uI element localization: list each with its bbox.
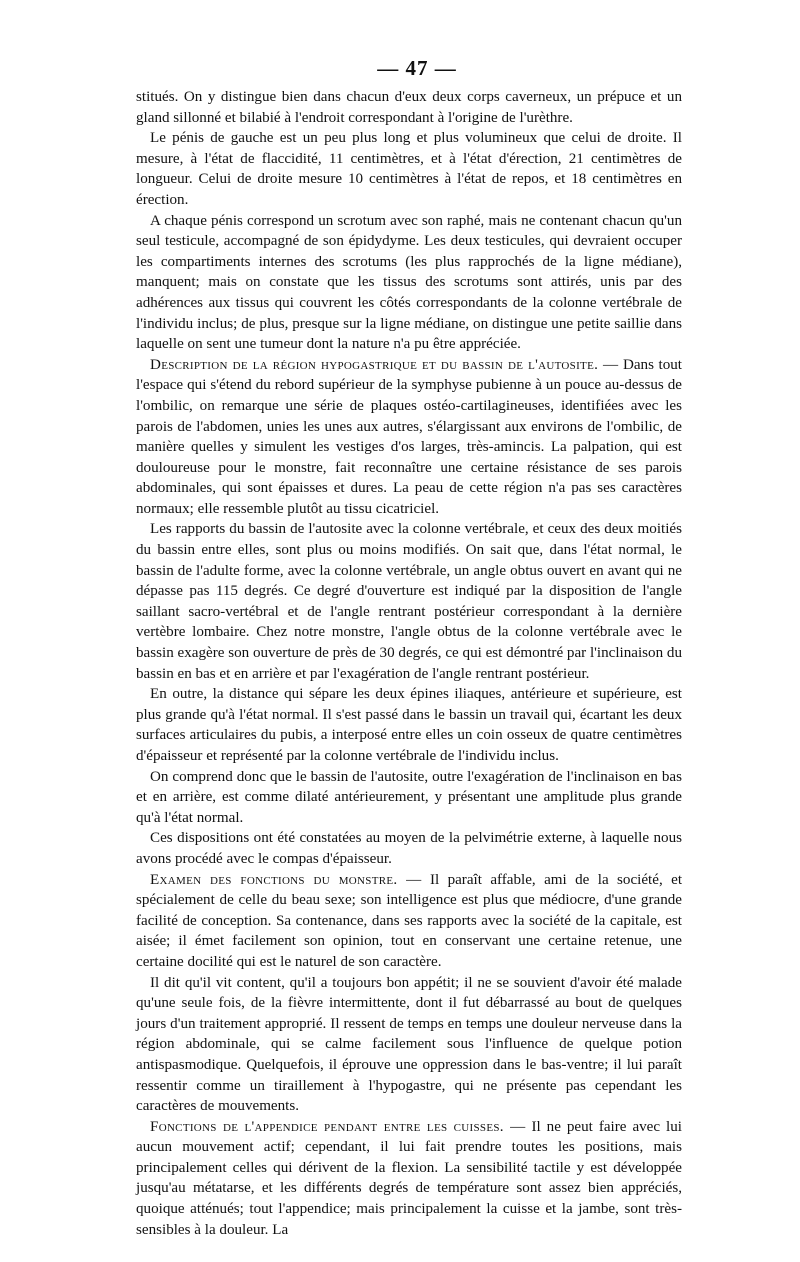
paragraph-text: Les rapports du bassin de l'autosite avec la colonne vertébrale, et ceux des deux moitiés du bassin entre elles, sont plus ou moins modifiés. On sait que, dans l'état normal, le bassin de l'adulte forme, avec la colonne vertébrale, un angle obtus ouvert en avant qui ne dépasse pas 115 degrés. Ce degré d'ouverture est indiqué par la disposition de l'angle saillant sacro-vertébral et de l'angle rentrant postérieur correspondant à la dernière vertèbre lombaire. Chez notre monstre, l'angle obtus de la colonne vertébrale avec le bassin exagère son ouverture de près de 30 degrés, ce qui est démontré par l'inclinaison du bassin en bas et en arrière et par l'exagération de l'angle rentrant postérieur. bbox=[136, 521, 682, 682]
paragraph-text: On comprend donc que le bassin de l'autosite, outre l'exagération de l'inclinaison en bas et en arrière, est comme dilaté antérieurement, y présentant une amplitude plus grande qu'à l'état normal. bbox=[136, 768, 682, 826]
paragraph bbox=[136, 355, 682, 520]
paragraph bbox=[136, 87, 682, 128]
paragraph bbox=[136, 211, 682, 355]
paragraph bbox=[136, 128, 682, 210]
page-number: — 47 — bbox=[377, 56, 457, 80]
paragraph bbox=[136, 767, 682, 829]
paragraph-text: Dans tout l'espace qui s'étend du rebord supérieur de la symphyse pubienne à un pouce au-dessus de l'ombilic, on remarque une série de plaques ostéo-cartilagineuses, identifiées avec les parois de l'abdomen, unies les unes aux autres, s'élargissant aux environs de l'ombilic, de manière quelles y simulent les vestiges d'os larges, très-amincis. La palpation, qui est douloureuse pour le monstre, fait reconnaître une certaine résistance de ses parois abdominales, qui sont épaisses et dures. La peau de cette région n'a pas ses caractères normaux; elle ressemble plutôt au tissu cicatriciel. bbox=[136, 356, 682, 517]
paragraph bbox=[136, 973, 682, 1117]
section-heading: Examen des fonctions du monstre. — bbox=[150, 871, 422, 888]
paragraph-text: Le pénis de gauche est un peu plus long et plus volumineux que celui de droite. Il mesure, à l'état de flaccidité, 11 centimètres, et à l'état d'érection, 21 centimètres de longueur. Celui de droite mesure 10 centimètres à l'état de repos, et 18 centimètres en érection. bbox=[136, 130, 682, 208]
paragraph-text: Il paraît affable, ami de la société, et spécialement de celle du beau sexe; son intelligence est plus que médiocre, d'une grande facilité de conception. Sa contenance, dans ses rapports avec la société de la capitale, est aisée; il émet facilement son opinion, tout en conservant une certaine retenue, une certaine docilité qui est le naturel de son caractère. bbox=[136, 871, 683, 970]
paragraph bbox=[136, 1117, 682, 1241]
section-heading: Fonctions de l'appendice pendant entre les cuisses. — bbox=[150, 1118, 526, 1135]
paragraph-text: stitués. On y distingue bien dans chacun d'eux deux corps caverneux, un prépuce et un gland sillonné et bilabié à l'endroit correspondant à l'origine de l'urèthre. bbox=[136, 89, 682, 126]
paragraph-text: Ces dispositions ont été constatées au moyen de la pelvimétrie externe, à laquelle nous avons procédé avec le compas d'épaisseur. bbox=[136, 830, 682, 867]
paragraph-text: Il ne peut faire avec lui aucun mouvement actif; cependant, il lui fait prendre toutes les positions, mais principalement celles qui dérivent de la flexion. La sensibilité tactile y est développée jusqu'au métatarse, et les différents degrés de température sont assez bien appréciés, quoique atténués; tout l'appendice; mais principalement la cuisse et la jambe, sont très-sensibles à la douleur. La bbox=[136, 1118, 682, 1238]
paragraph bbox=[136, 519, 682, 684]
paragraph-text: En outre, la distance qui sépare les deux épines iliaques, antérieure et supérieure, est plus grande qu'à l'état normal. Il s'est passé dans le bassin un travail qui, écartant les deux surfaces articulaires du pubis, a interposé entre elles un coin osseux de quatre centimètres d'épaisseur et représenté par la colonne vertébrale de l'individu inclus. bbox=[136, 686, 682, 764]
paragraph bbox=[136, 870, 682, 973]
paragraph bbox=[136, 684, 682, 766]
paragraph bbox=[136, 828, 682, 869]
paragraph-text: Il dit qu'il vit content, qu'il a toujours bon appétit; il ne se souvient d'avoir été malade qu'une seule fois, de la fièvre intermittente, dont il fut débarrassé au bout de quelques jours d'un traitement approprié. Il ressent de temps en temps une douleur nerveuse dans la région abdominale, qui se calme facilement sous l'influence de quelque potion antispasmodique. Quelquefois, il éprouve une oppression dans le bas-ventre; il lui paraît ressentir comme un tiraillement à l'hypogastre, qui ne présente pas cependant les caractères de mouvements. bbox=[136, 974, 682, 1115]
paragraph-text: A chaque pénis correspond un scrotum avec son raphé, mais ne contenant chacun qu'un seul testicule, accompagné de son épidydyme. Les deux testicules, qui devraient occuper les compartiments internes des scrotums (les plus rapprochés de la ligne médiane), manquent; mais on constate que les tissus des scrotums sont attirés, unis par des adhérences aux tissus qui couvrent les côtés correspondants de la colonne vertébrale de l'individu inclus; de plus, presque sur la ligne médiane, on distingue une petite saillie dans laquelle on sent une tumeur dont la nature n'a pu être appréciée. bbox=[136, 212, 682, 353]
section-heading: Description de la région hypogastrique et du bassin de l'autosite. — bbox=[150, 356, 619, 373]
body-text bbox=[136, 87, 682, 1240]
